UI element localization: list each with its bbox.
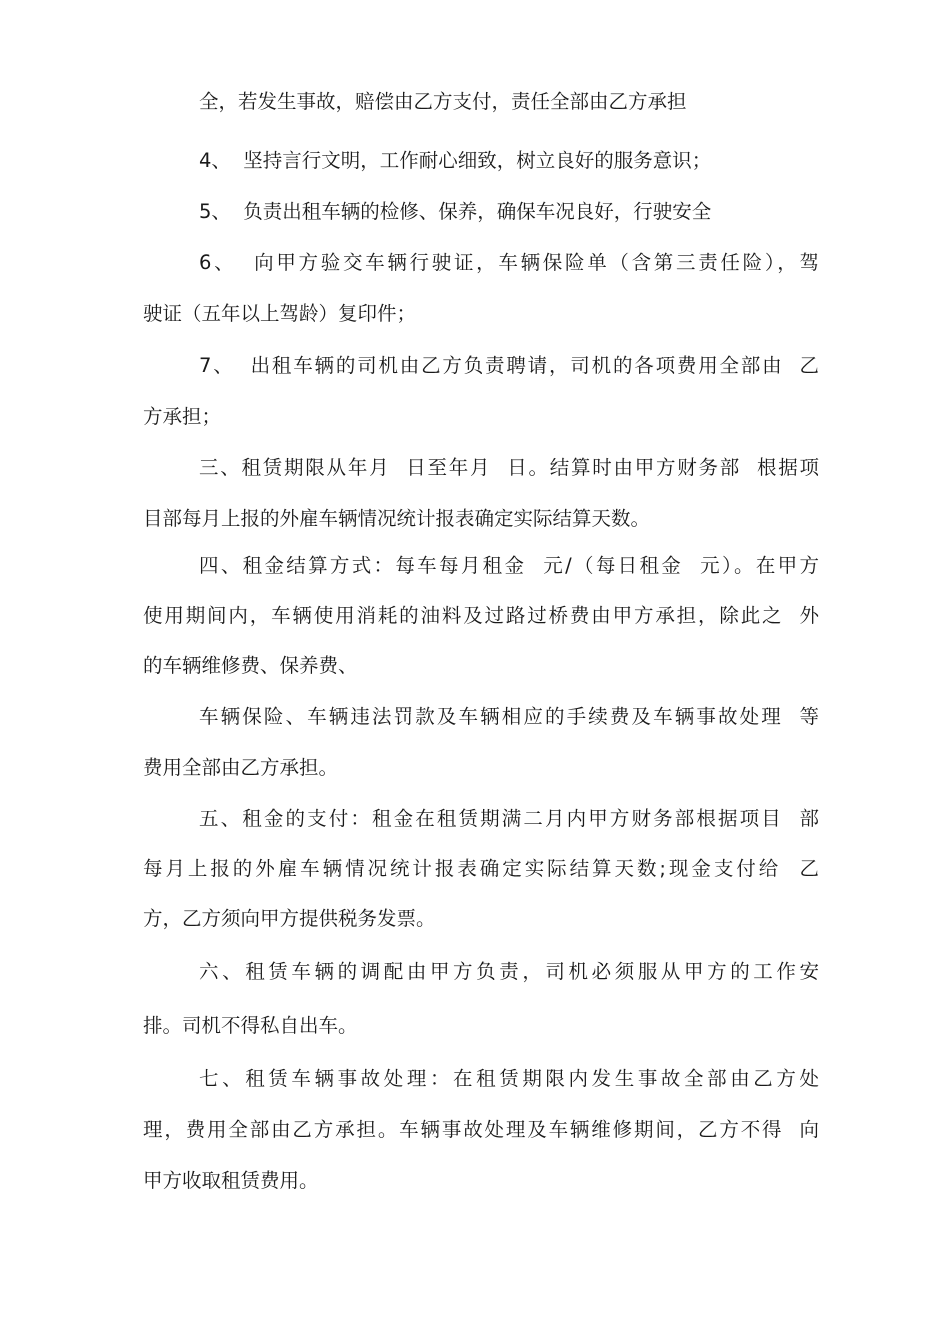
text-line-13: 车辆保险、车辆违法罚款及车辆相应的手续费及车辆事故处理 等 — [199, 705, 819, 728]
text-line-11: 使用期间内，车辆使用消耗的油料及过路过桥费由甲方承担，除此之 外 — [143, 604, 819, 627]
text-line-4: 6、 向甲方验交车辆行驶证，车辆保险单（含第三责任险），驾 — [199, 251, 819, 274]
text-line-12: 的车辆维修费、保养费、 — [143, 654, 358, 677]
text-line-17: 方，乙方须向甲方提供税务发票。 — [143, 907, 436, 930]
text-line-10: 四、租金结算方式：每车每月租金 元/（每日租金 元）。在甲方 — [199, 554, 819, 577]
text-line-21: 理，费用全部由乙方承担。车辆事故处理及车辆维修期间，乙方不得 向 — [143, 1118, 819, 1141]
text-line-7: 方承担； — [143, 405, 222, 428]
text-line-19: 排。司机不得私自出车。 — [143, 1014, 358, 1037]
text-line-3: 5、 负责出租车辆的检修、保养，确保车况良好，行驶安全 — [199, 200, 712, 223]
text-line-1: 全，若发生事故，赔偿由乙方支付，责任全部由乙方承担 — [199, 90, 687, 113]
text-line-6: 7、 出租车辆的司机由乙方负责聘请，司机的各项费用全部由 乙 — [199, 354, 819, 377]
text-line-2: 4、 坚持言行文明，工作耐心细致，树立良好的服务意识； — [199, 149, 712, 172]
text-line-14: 费用全部由乙方承担。 — [143, 756, 339, 779]
text-line-20: 七、租赁车辆事故处理：在租赁期限内发生事故全部由乙方处 — [199, 1067, 819, 1090]
text-line-5: 驶证（五年以上驾龄）复印件； — [143, 302, 417, 325]
text-line-8: 三、租赁期限从年月 日至年月 日。结算时由甲方财务部 根据项 — [199, 456, 819, 479]
text-line-15: 五、租金的支付：租金在租赁期满二月内甲方财务部根据项目 部 — [199, 807, 819, 830]
text-line-16: 每月上报的外雇车辆情况统计报表确定实际结算天数;现金支付给 乙 — [143, 857, 819, 880]
text-line-22: 甲方收取租赁费用。 — [143, 1169, 319, 1192]
text-line-18: 六、租赁车辆的调配由甲方负责，司机必须服从甲方的工作安 — [199, 960, 819, 983]
text-line-9: 目部每月上报的外雇车辆情况统计报表确定实际结算天数。 — [143, 507, 651, 530]
